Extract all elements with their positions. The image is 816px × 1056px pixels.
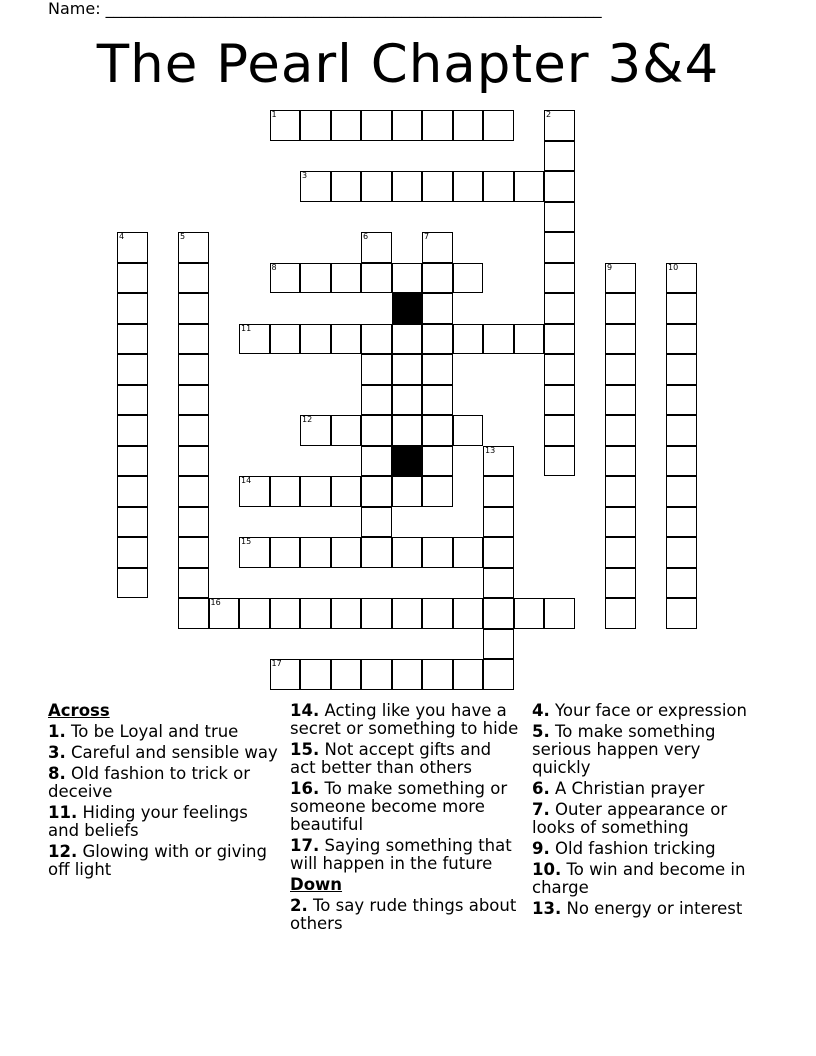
- grid-cell[interactable]: [300, 476, 331, 507]
- grid-cell[interactable]: [453, 659, 484, 690]
- grid-cell[interactable]: [605, 568, 636, 599]
- grid-cell[interactable]: [178, 385, 209, 416]
- grid-cell[interactable]: [178, 263, 209, 294]
- grid-cell[interactable]: [605, 598, 636, 629]
- grid-cell[interactable]: [392, 263, 423, 294]
- grid-cell[interactable]: [392, 171, 423, 202]
- grid-cell[interactable]: [331, 659, 362, 690]
- grid-cell[interactable]: [239, 476, 270, 507]
- grid-cell[interactable]: [392, 110, 423, 141]
- grid-cell[interactable]: [544, 415, 575, 446]
- grid-cell[interactable]: [209, 598, 240, 629]
- down-heading: Down: [290, 875, 343, 894]
- grid-cell[interactable]: [300, 110, 331, 141]
- grid-cell[interactable]: [544, 202, 575, 233]
- grid-cell[interactable]: [422, 171, 453, 202]
- cell-number: 17: [271, 659, 282, 668]
- grid-cell[interactable]: [392, 354, 423, 385]
- grid-cell[interactable]: [422, 385, 453, 416]
- grid-cell[interactable]: [178, 537, 209, 568]
- grid-cell[interactable]: [361, 476, 392, 507]
- grid-cell[interactable]: [483, 110, 514, 141]
- grid-cell[interactable]: [300, 659, 331, 690]
- grid-cell[interactable]: [666, 507, 697, 538]
- grid-cell[interactable]: [178, 598, 209, 629]
- grid-cell[interactable]: [270, 263, 301, 294]
- grid-cell[interactable]: [453, 110, 484, 141]
- grid-cell[interactable]: [361, 537, 392, 568]
- grid-cell[interactable]: [300, 537, 331, 568]
- grid-cell[interactable]: [422, 415, 453, 446]
- grid-cell[interactable]: [483, 507, 514, 538]
- grid-cell[interactable]: [178, 324, 209, 355]
- cell-number: 14: [241, 476, 252, 485]
- grid-cell[interactable]: [605, 446, 636, 477]
- grid-cell[interactable]: [544, 598, 575, 629]
- grid-cell[interactable]: [666, 415, 697, 446]
- grid-cell[interactable]: [422, 598, 453, 629]
- grid-cell[interactable]: [483, 629, 514, 660]
- grid-cell[interactable]: [270, 659, 301, 690]
- grid-cell[interactable]: [483, 171, 514, 202]
- grid-cell[interactable]: [117, 293, 148, 324]
- grid-cell[interactable]: [453, 171, 484, 202]
- grid-cell[interactable]: [605, 354, 636, 385]
- grid-cell[interactable]: [178, 232, 209, 263]
- grid-cell[interactable]: [483, 537, 514, 568]
- grid-cell[interactable]: [422, 263, 453, 294]
- grid-cell[interactable]: [331, 415, 362, 446]
- grid-cell[interactable]: [270, 537, 301, 568]
- grid-cell[interactable]: [422, 354, 453, 385]
- grid-cell[interactable]: [361, 507, 392, 538]
- grid-cell[interactable]: [605, 537, 636, 568]
- grid-cell[interactable]: [544, 232, 575, 263]
- grid-cell[interactable]: [605, 385, 636, 416]
- grid-cell[interactable]: [422, 476, 453, 507]
- grid-cell[interactable]: [666, 568, 697, 599]
- cell-number: 4: [119, 232, 125, 241]
- grid-cell[interactable]: [117, 385, 148, 416]
- grid-cell[interactable]: [361, 110, 392, 141]
- cell-number: 10: [668, 262, 679, 272]
- cell-number: 16: [210, 598, 221, 607]
- grid-cell[interactable]: [544, 141, 575, 172]
- cell-number: 1: [271, 110, 277, 119]
- grid-cell[interactable]: [331, 476, 362, 507]
- grid-cell[interactable]: [178, 446, 209, 477]
- clue-down-7: 7. Outer appearance or looks of something: [532, 800, 728, 837]
- grid-cell[interactable]: [605, 293, 636, 324]
- clue-across-17: 17. Saying something that will happen in the future: [290, 836, 512, 873]
- grid-cell[interactable]: [239, 324, 270, 355]
- grid-cell[interactable]: [178, 507, 209, 538]
- grid-cell[interactable]: [331, 324, 362, 355]
- grid-cell[interactable]: [392, 324, 423, 355]
- name-field-label: Name: ______________________________________________________________: [48, 0, 602, 18]
- grid-cell[interactable]: [117, 507, 148, 538]
- grid-cell[interactable]: [178, 415, 209, 446]
- grid-cell[interactable]: [392, 659, 423, 690]
- grid-cell[interactable]: [544, 110, 575, 141]
- cell-number: 12: [302, 415, 313, 424]
- grid-cell[interactable]: [483, 568, 514, 599]
- clue-across-15: 15. Not accept gifts and act better than others: [290, 740, 492, 777]
- grid-cell[interactable]: [361, 171, 392, 202]
- clue-across-11: 11. Hiding your feelings and beliefs: [48, 803, 248, 840]
- grid-cell[interactable]: [117, 354, 148, 385]
- grid-cell[interactable]: [331, 263, 362, 294]
- grid-cell[interactable]: [483, 659, 514, 690]
- grid-cell[interactable]: [117, 537, 148, 568]
- grid-cell[interactable]: [392, 476, 423, 507]
- clues-column-3: [532, 702, 762, 921]
- grid-cell[interactable]: [605, 324, 636, 355]
- grid-cell[interactable]: [422, 324, 453, 355]
- grid-cell[interactable]: [300, 263, 331, 294]
- grid-cell[interactable]: [117, 232, 148, 263]
- grid-cell[interactable]: [514, 171, 545, 202]
- grid-cell[interactable]: [331, 537, 362, 568]
- clue-down-5: 5. To make something serious happen very quickly: [532, 722, 716, 777]
- grid-cell[interactable]: [117, 446, 148, 477]
- grid-cell[interactable]: [514, 324, 545, 355]
- grid-cell[interactable]: [392, 537, 423, 568]
- grid-cell[interactable]: [422, 293, 453, 324]
- grid-cell[interactable]: [544, 446, 575, 477]
- grid-cell[interactable]: [392, 415, 423, 446]
- grid-cell[interactable]: [178, 293, 209, 324]
- grid-cell[interactable]: [300, 598, 331, 629]
- grid-cell[interactable]: [453, 263, 484, 294]
- grid-cell[interactable]: [453, 324, 484, 355]
- grid-cell[interactable]: [666, 598, 697, 629]
- grid-cell[interactable]: [392, 385, 423, 416]
- grid-cell[interactable]: [361, 659, 392, 690]
- grid-cell[interactable]: [666, 293, 697, 324]
- grid-cell[interactable]: [666, 354, 697, 385]
- grid-cell[interactable]: [300, 324, 331, 355]
- grid-cell[interactable]: [422, 659, 453, 690]
- clue-across-3: 3. Careful and sensible way: [48, 743, 278, 762]
- grid-cell[interactable]: [605, 263, 636, 294]
- grid-cell[interactable]: [422, 446, 453, 477]
- cell-number: 6: [363, 232, 369, 241]
- grid-cell[interactable]: [300, 171, 331, 202]
- clue-across-14: 14. Acting like you have a secret or something to hide: [290, 701, 519, 738]
- clue-down-2: 2. To say rude things about others: [290, 896, 517, 933]
- clue-down-9: 9. Old fashion tricking: [532, 839, 716, 858]
- clue-across-8: 8. Old fashion to trick or deceive: [48, 764, 251, 801]
- grid-cell[interactable]: [544, 263, 575, 294]
- cell-number: 11: [241, 323, 252, 333]
- grid-cell[interactable]: [361, 385, 392, 416]
- grid-cell[interactable]: [361, 263, 392, 294]
- grid-cell[interactable]: [514, 598, 545, 629]
- black-cell: [392, 446, 423, 477]
- grid-cell[interactable]: [544, 324, 575, 355]
- clue-down-13: 13. No energy or interest: [532, 899, 743, 918]
- cell-number: 8: [271, 262, 277, 272]
- grid-cell[interactable]: [392, 598, 423, 629]
- grid-cell[interactable]: [270, 598, 301, 629]
- cell-number: 9: [607, 262, 613, 272]
- cell-number: 7: [424, 232, 430, 241]
- grid-cell[interactable]: [483, 446, 514, 477]
- grid-cell[interactable]: [117, 415, 148, 446]
- grid-cell[interactable]: [453, 537, 484, 568]
- grid-cell[interactable]: [483, 598, 514, 629]
- cell-number: 2: [546, 110, 552, 119]
- grid-cell[interactable]: [666, 446, 697, 477]
- grid-cell[interactable]: [331, 171, 362, 202]
- grid-cell[interactable]: [270, 476, 301, 507]
- grid-cell[interactable]: [331, 598, 362, 629]
- grid-cell[interactable]: [422, 110, 453, 141]
- grid-cell[interactable]: [361, 446, 392, 477]
- clues-column-2: [290, 702, 520, 936]
- grid-cell[interactable]: [331, 110, 362, 141]
- grid-cell[interactable]: [483, 476, 514, 507]
- cell-number: 13: [485, 445, 496, 455]
- grid-cell[interactable]: [178, 568, 209, 599]
- clue-down-4: 4. Your face or expression: [532, 701, 747, 720]
- grid-cell[interactable]: [117, 263, 148, 294]
- clue-down-6: 6. A Christian prayer: [532, 779, 705, 798]
- grid-cell[interactable]: [544, 293, 575, 324]
- grid-cell[interactable]: [666, 385, 697, 416]
- grid-cell[interactable]: [361, 232, 392, 263]
- grid-cell[interactable]: [361, 598, 392, 629]
- grid-cell[interactable]: [422, 537, 453, 568]
- grid-cell[interactable]: [544, 171, 575, 202]
- grid-cell[interactable]: [605, 507, 636, 538]
- grid-cell[interactable]: [178, 476, 209, 507]
- grid-cell[interactable]: [117, 568, 148, 599]
- cell-number: 3: [302, 171, 308, 180]
- page-title: The Pearl Chapter 3&4: [96, 34, 720, 95]
- black-cell: [392, 293, 423, 324]
- grid-cell[interactable]: [666, 476, 697, 507]
- grid-cell[interactable]: [270, 110, 301, 141]
- grid-cell[interactable]: [270, 324, 301, 355]
- cell-number: 5: [180, 232, 186, 241]
- grid-cell[interactable]: [544, 354, 575, 385]
- grid-cell[interactable]: [361, 354, 392, 385]
- grid-cell[interactable]: [239, 537, 270, 568]
- across-heading: Across: [48, 701, 110, 720]
- clue-across-12: 12. Glowing with or giving off light: [48, 842, 267, 879]
- grid-cell[interactable]: [605, 415, 636, 446]
- grid-cell[interactable]: [544, 385, 575, 416]
- grid-cell[interactable]: [361, 415, 392, 446]
- grid-cell[interactable]: [239, 598, 270, 629]
- grid-cell[interactable]: [117, 324, 148, 355]
- grid-cell[interactable]: [453, 598, 484, 629]
- cell-number: 15: [241, 537, 252, 546]
- grid-cell[interactable]: [178, 354, 209, 385]
- grid-cell[interactable]: [605, 476, 636, 507]
- clues-column-1: [48, 702, 278, 882]
- grid-cell[interactable]: [666, 537, 697, 568]
- grid-cell[interactable]: [453, 415, 484, 446]
- clue-down-10: 10. To win and become in charge: [532, 860, 746, 897]
- clue-across-1: 1. To be Loyal and true: [48, 722, 239, 741]
- grid-cell[interactable]: [666, 324, 697, 355]
- grid-cell[interactable]: [422, 232, 453, 263]
- grid-cell[interactable]: [361, 324, 392, 355]
- clue-across-16: 16. To make something or someone become more beautiful: [290, 779, 508, 834]
- grid-cell[interactable]: [300, 415, 331, 446]
- grid-cell[interactable]: [117, 476, 148, 507]
- grid-cell[interactable]: [666, 263, 697, 294]
- grid-cell[interactable]: [483, 324, 514, 355]
